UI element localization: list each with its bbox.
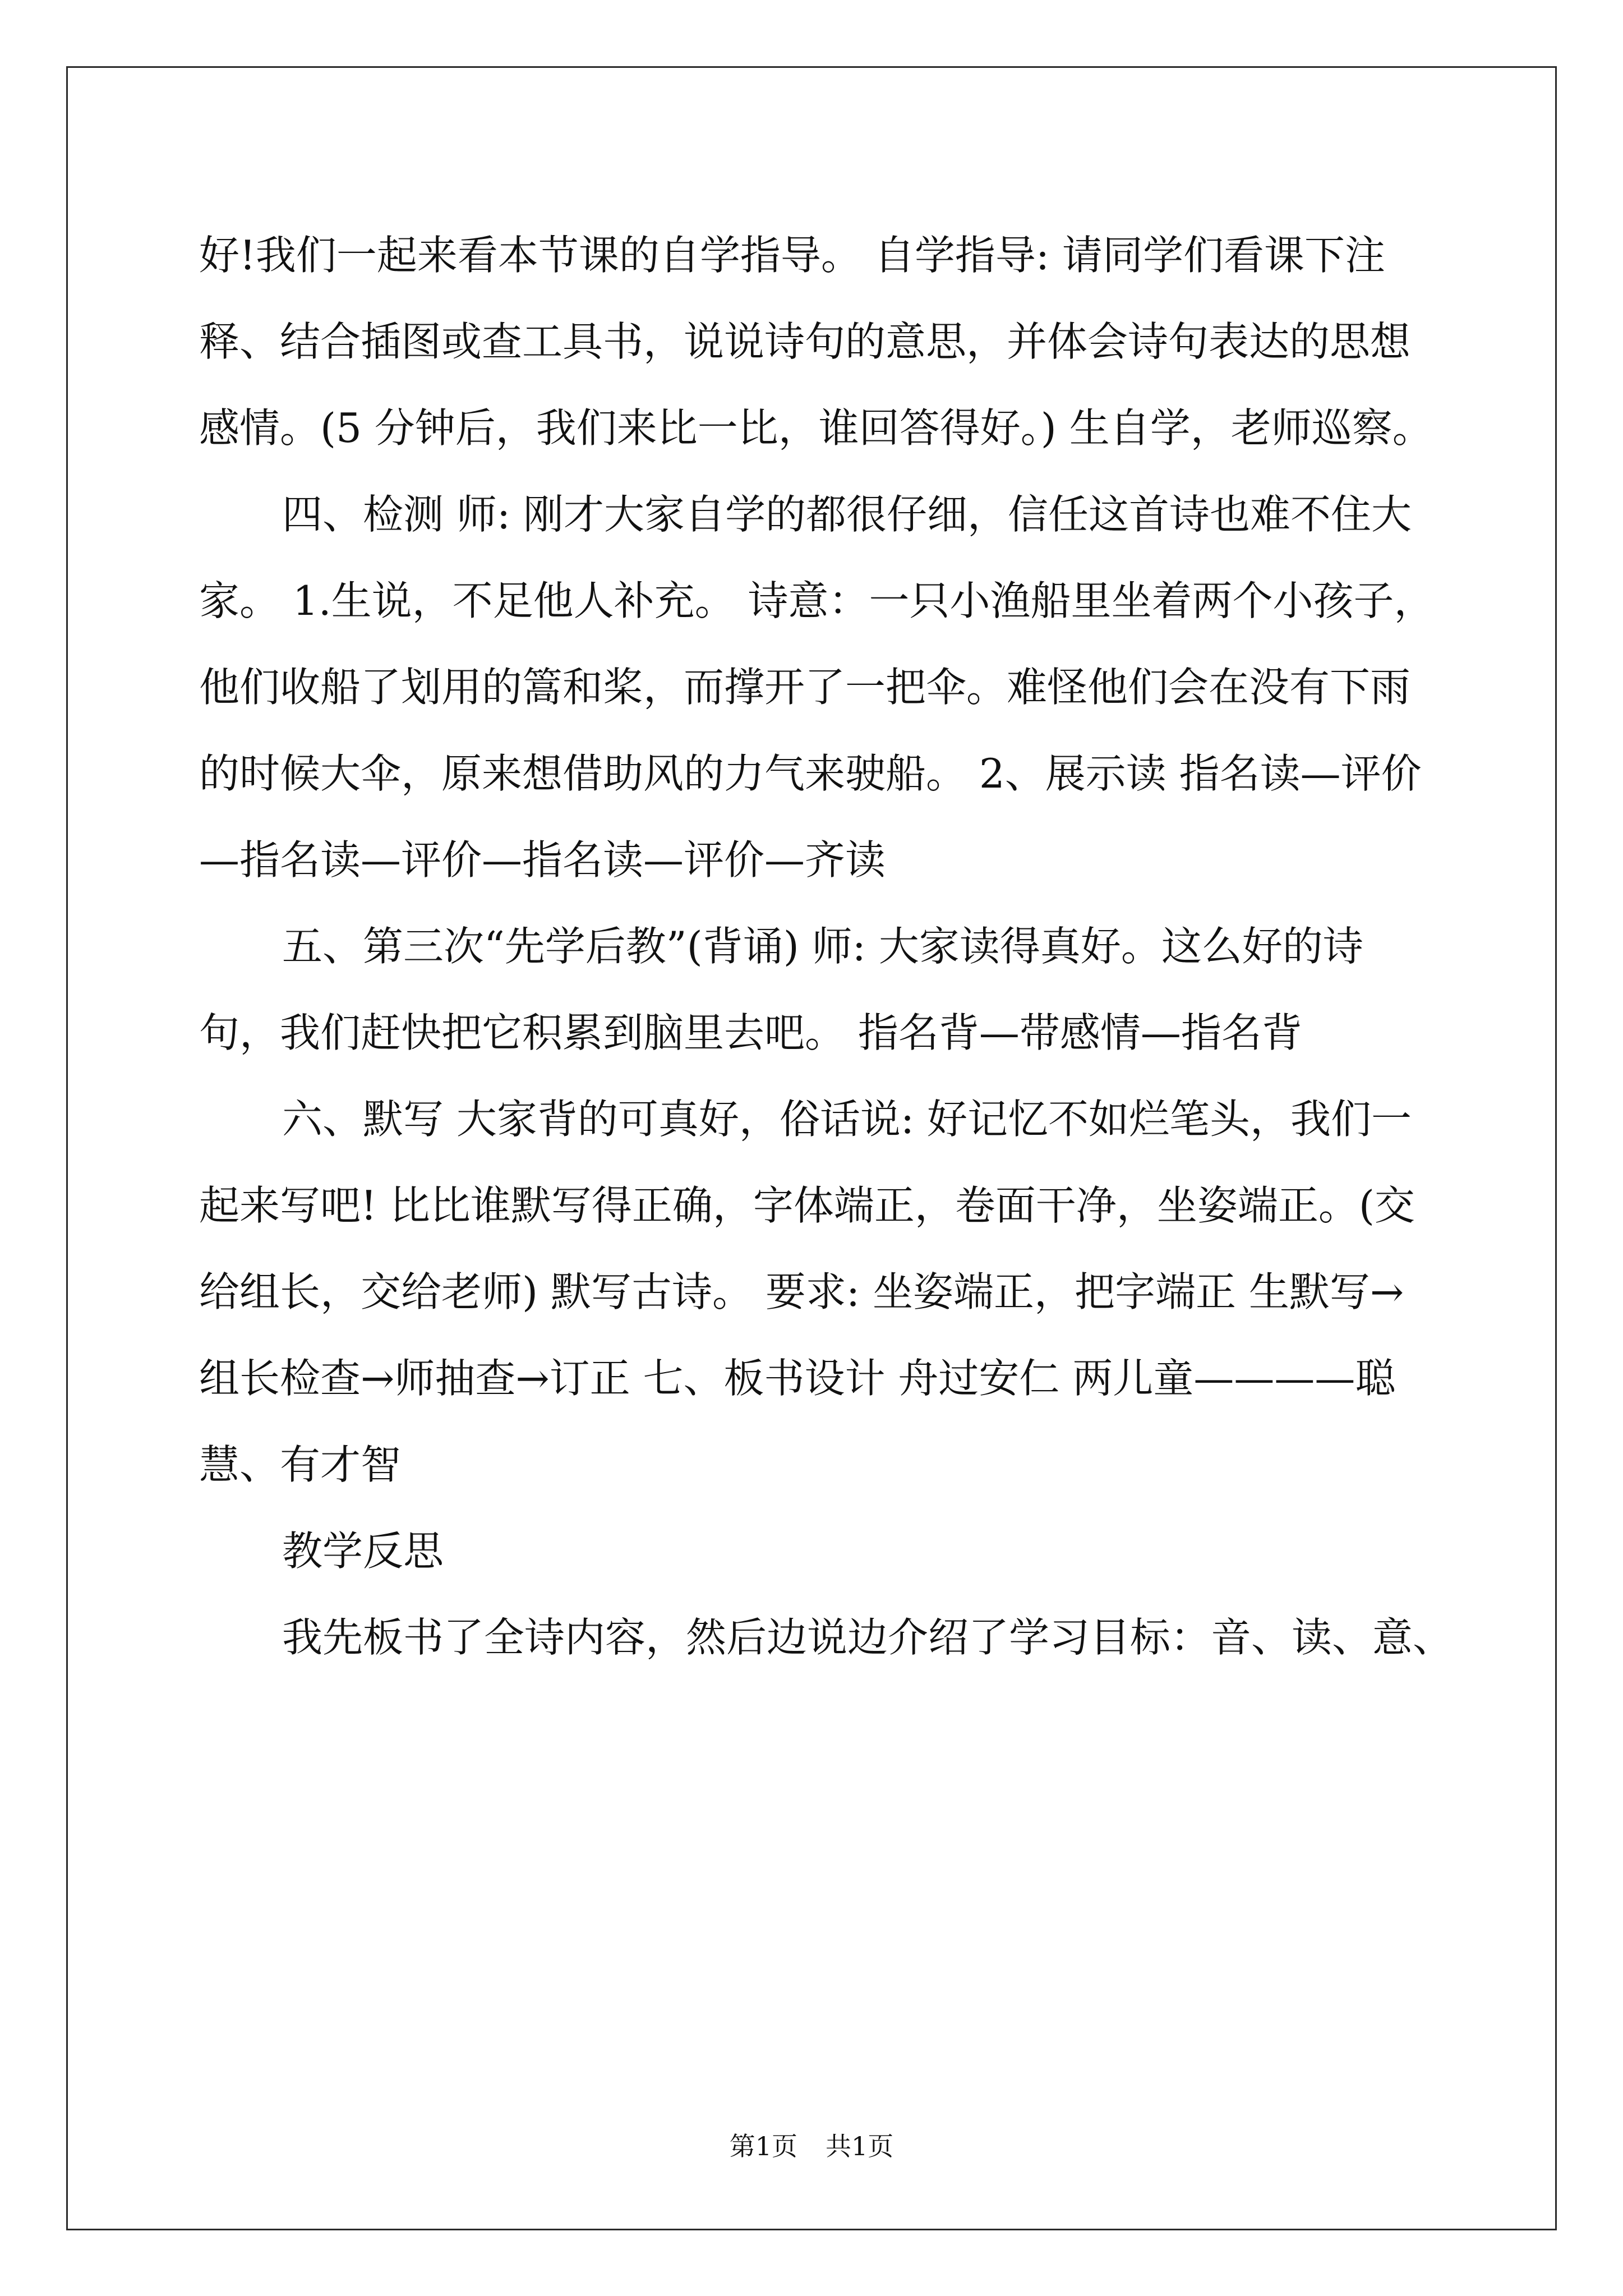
- text-line: 四、检测 师: 刚才大家自学的都很仔细，信任这首诗也难不住大: [282, 491, 1412, 538]
- text-line: 我先板书了全诗内容，然后边说边介绍了学习目标：音、读、意、: [282, 1614, 1454, 1661]
- page-number-total: 共1页: [826, 2131, 894, 2161]
- text-line: 他们收船了划用的篙和桨，而撑开了一把伞。难怪他们会在没有下雨: [199, 664, 1411, 711]
- text-line: 好!我们一起来看本节课的自学指导。 自学指导: 请同学们看课下注: [199, 232, 1385, 279]
- text-line: 释、结合插图或查工具书，说说诗句的意思，并体会诗句表达的思想: [199, 318, 1411, 365]
- page-footer: [0, 2126, 1623, 2163]
- text-line: —指名读—评价—指名读—评价—齐读: [199, 836, 886, 884]
- text-line: 给组长，交给老师) 默写古诗。 要求: 坐姿端正，把字端正 生默写→: [199, 1268, 1404, 1315]
- text-line: 感情。(5 分钟后，我们来比一比，谁回答得好。) 生自学，老师巡察。: [199, 404, 1433, 452]
- text-line: 慧、有才智: [199, 1441, 402, 1488]
- document-body: [199, 212, 1489, 1681]
- page-number-current: 第1页: [729, 2131, 797, 2161]
- text-line: 起来写吧! 比比谁默写得正确，字体端正，卷面干净，坐姿端正。(交: [199, 1182, 1415, 1229]
- text-line: 六、默写 大家背的可真好，俗话说: 好记忆不如烂笔头，我们一: [282, 1096, 1412, 1143]
- text-line: 句，我们赶快把它积累到脑里去吧。 指名背—带感情—指名背: [199, 1009, 1302, 1056]
- section-heading: 教学反思: [282, 1527, 444, 1575]
- text-line: 组长检查→师抽查→订正 七、板书设计 舟过安仁 两儿童————聪: [199, 1355, 1396, 1402]
- text-line: 家。 1.生说，不足他人补充。 诗意：一只小渔船里坐着两个小孩子，: [199, 577, 1435, 624]
- text-line: 的时候大伞，原来想借助风的力气来驶船。 2、展示读 指名读—评价: [199, 750, 1422, 797]
- text-line: 五、第三次“先学后教”(背诵) 师: 大家读得真好。这么好的诗: [282, 923, 1363, 970]
